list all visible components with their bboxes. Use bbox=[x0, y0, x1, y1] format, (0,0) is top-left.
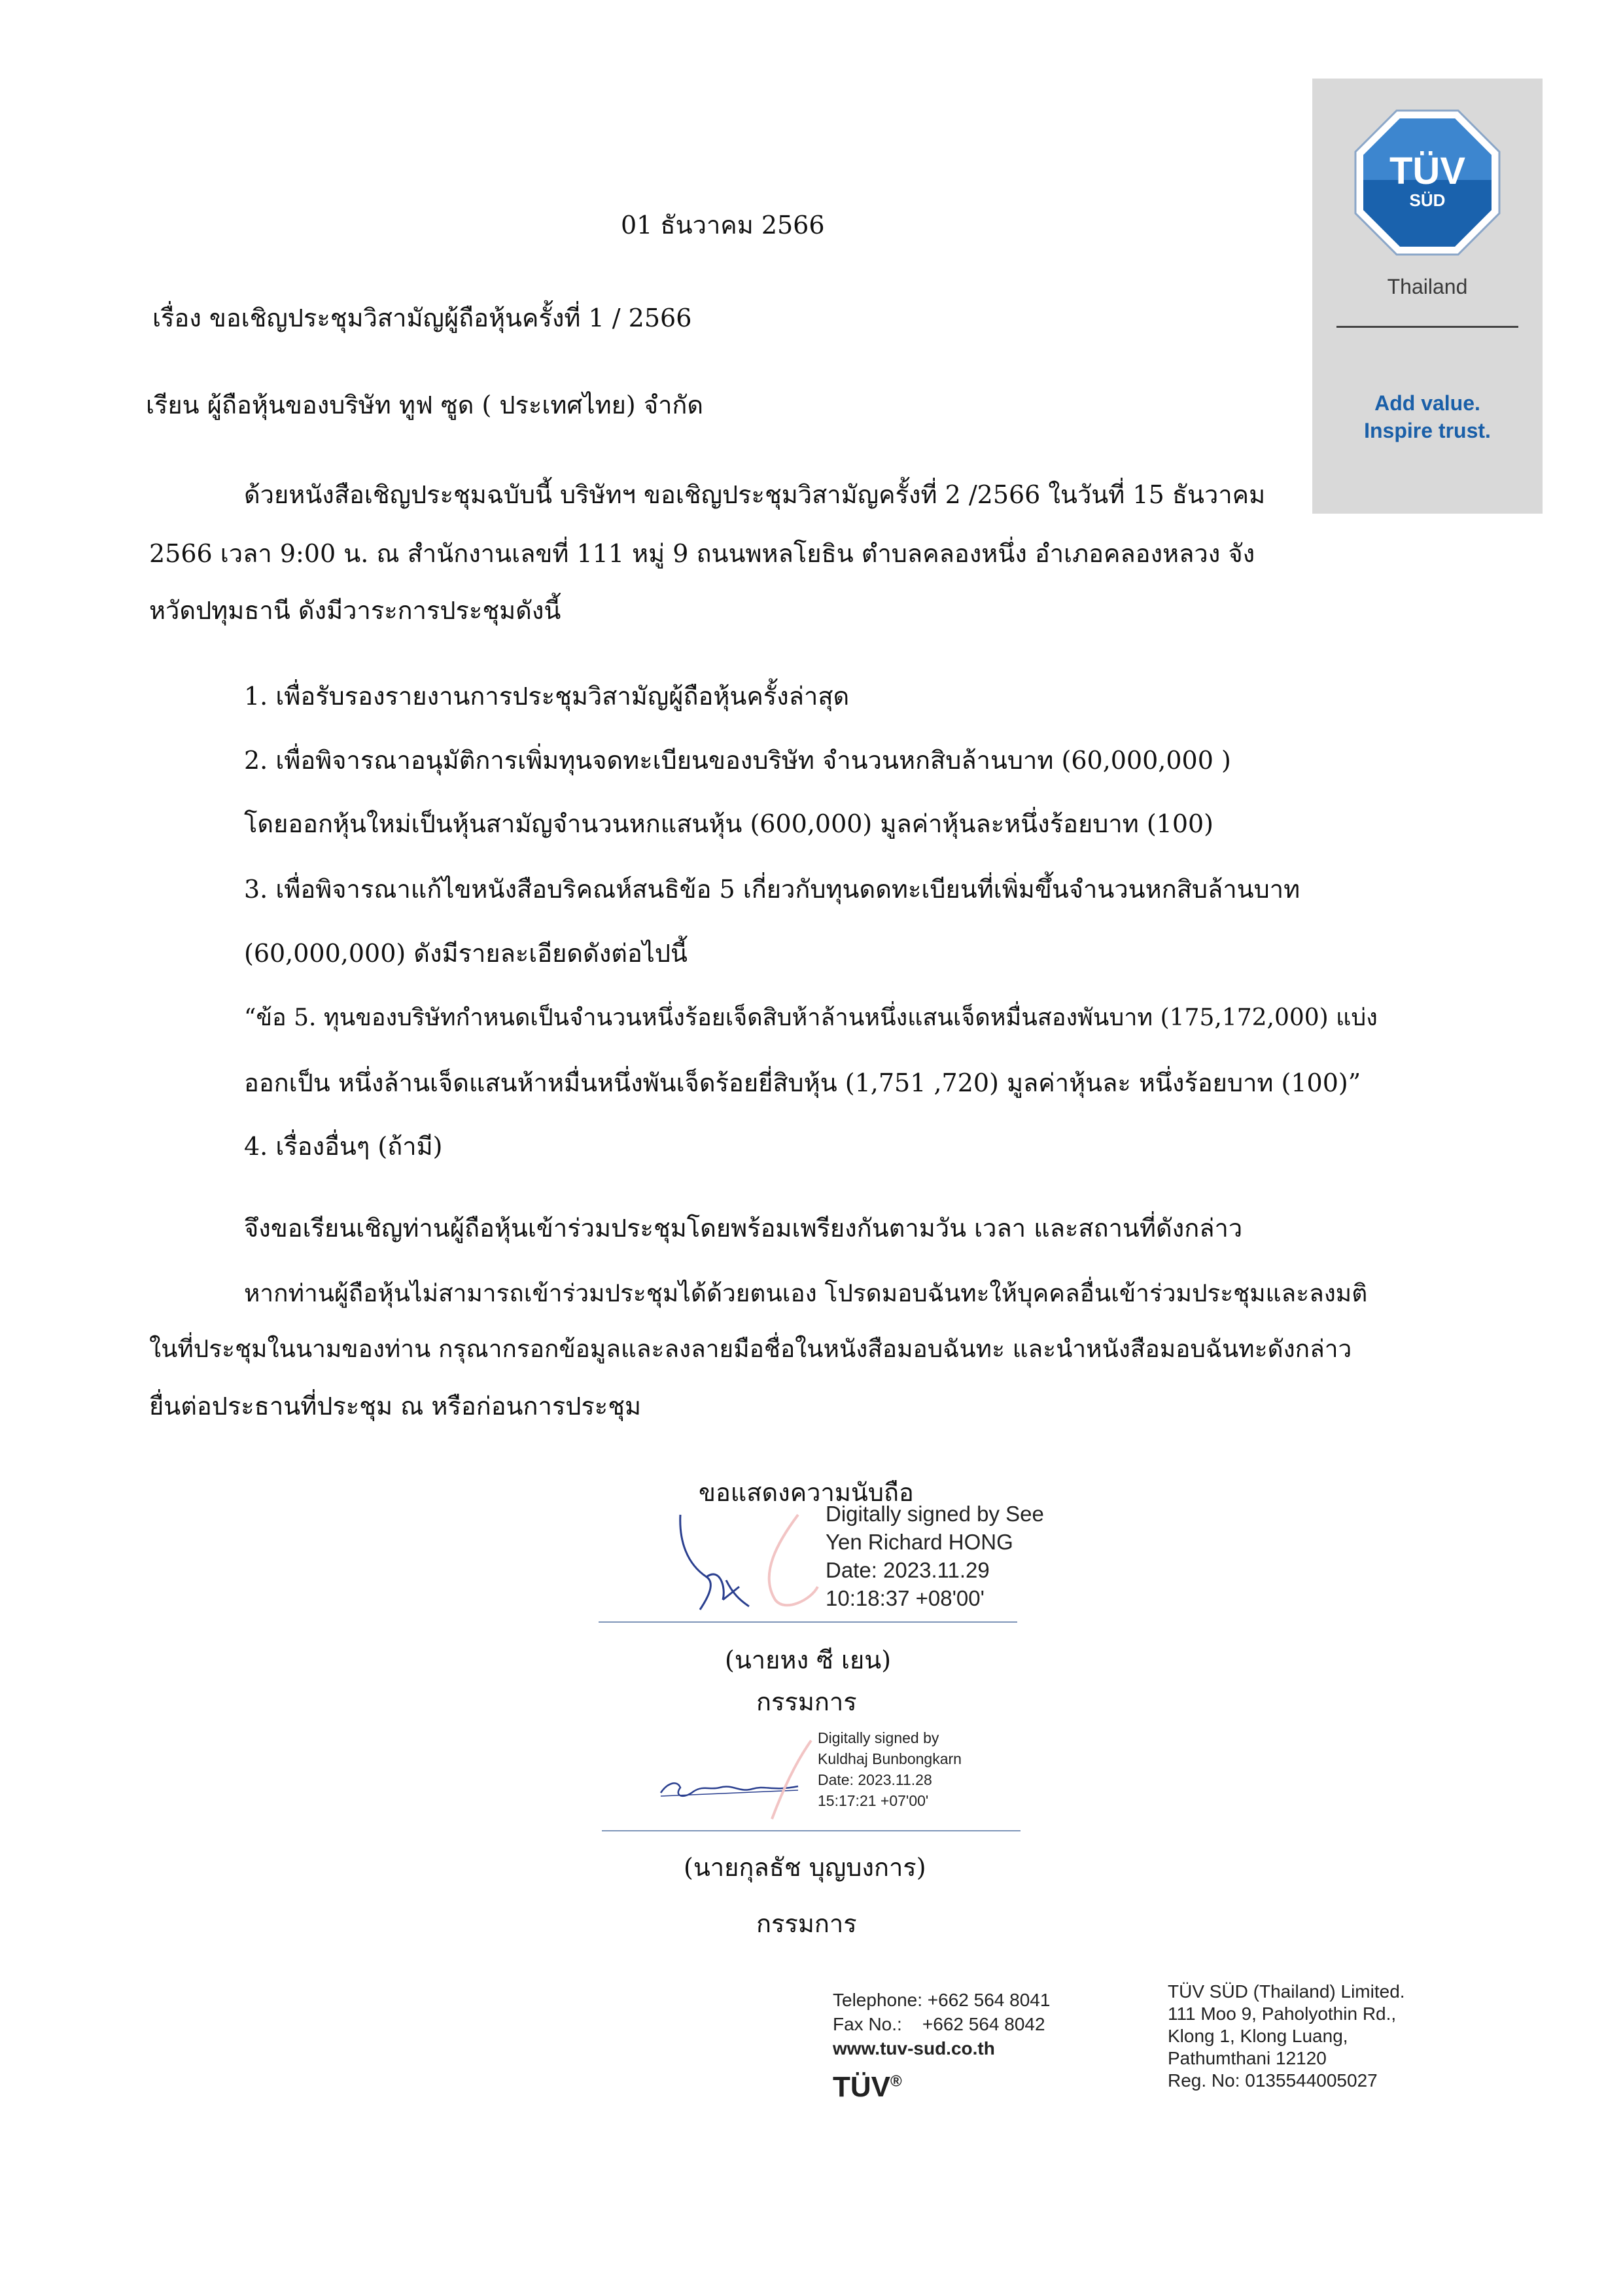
digital-signature-line: 10:18:37 +08'00' bbox=[826, 1586, 985, 1610]
signatory-title: กรรมการ bbox=[756, 1687, 857, 1716]
proxy-line: ยื่นต่อประธานที่ประชุม ณ หรือก่อนการประชุม bbox=[149, 1392, 642, 1421]
footer-telephone: Telephone: +662 564 8041 bbox=[833, 1990, 1051, 2010]
digital-signature-line: 15:17:21 +07'00' bbox=[818, 1792, 929, 1809]
footer-company-line: Klong 1, Klong Luang, bbox=[1168, 2026, 1348, 2046]
digital-signature-line: Date: 2023.11.29 bbox=[826, 1558, 990, 1582]
footer-website[interactable]: www.tuv-sud.co.th bbox=[833, 2038, 995, 2058]
agenda-line: “ข้อ 5. ทุนของบริษัทกำหนดเป็นจำนวนหนึ่งร้อยเจ็ดสิบห้าล้านหนึ่งแสนเจ็ดหมื่นสองพันบาท (175,172,000) แบ่ง bbox=[244, 1004, 1378, 1031]
agenda-line: (60,000,000) ดังมีรายละเอียดดังต่อไปนี้ bbox=[244, 939, 688, 968]
digital-signature-line: Yen Richard HONG bbox=[826, 1530, 1013, 1554]
signature-line bbox=[602, 1830, 1021, 1831]
proxy-line: หากท่านผู้ถือหุ้นไม่สามารถเข้าร่วมประชุมได้ด้วยตนเอง โปรดมอบฉันทะให้บุคคลอื่นเข้าร่วมประชุมและลงมติ bbox=[244, 1279, 1368, 1307]
agenda-line: 1. เพื่อรับรองรายงานการประชุมวิสามัญผู้ถือหุ้นครั้งล่าสุด bbox=[244, 682, 850, 711]
signature-line bbox=[599, 1621, 1017, 1623]
brand-country: Thailand bbox=[1387, 275, 1468, 298]
logo-text-bottom: SÜD bbox=[1409, 190, 1446, 210]
agenda-line: 3. เพื่อพิจารณาแก้ไขหนังสือบริคณห์สนธิข้อ 5 เกี่ยวกับทุนดดทะเบียนที่เพิ่มขึ้นจำนวนหกสิบล้านบาท bbox=[244, 875, 1300, 904]
signatory-name: (นายหง ซี เยน) bbox=[725, 1646, 892, 1674]
letter-date: 01 ธันวาคม 2566 bbox=[621, 211, 825, 239]
intro-line: ด้วยหนังสือเชิญประชุมฉบับนี้ บริษัทฯ ขอเชิญประชุมวิสามัญครั้งที่ 2 /2566 ในวันที่ 15 ธันวาคม bbox=[244, 480, 1266, 509]
registered-mark: ® bbox=[890, 2072, 902, 2091]
footer-mark-text: TÜV bbox=[833, 2071, 890, 2103]
digital-signature-line: Date: 2023.11.28 bbox=[818, 1771, 932, 1788]
brand-divider bbox=[1336, 326, 1518, 328]
handwritten-signature-2 bbox=[648, 1727, 844, 1826]
agenda-line: 4. เรื่องอื่นๆ (ถ้ามี) bbox=[244, 1132, 443, 1161]
signatory-name: (นายกุลธัช บุญบงการ) bbox=[684, 1853, 926, 1882]
agenda-line: โดยออกหุ้นใหม่เป็นหุ้นสามัญจำนวนหกแสนหุ้น (600,000) มูลค่าหุ้นละหนึ่งร้อยบาท (100) bbox=[244, 809, 1213, 838]
handwritten-signature-1 bbox=[661, 1502, 831, 1619]
digital-signature-line: Kuldhaj Bunbongkarn bbox=[818, 1750, 962, 1767]
intro-line: 2566 เวลา 9:00 น. ณ สำนักงานเลขที่ 111 หมู่ 9 ถนนพหลโยธิน ตำบลคลองหนึ่ง อำเภอคลองหลวง จัง bbox=[149, 539, 1255, 568]
logo-text-top: TÜV bbox=[1389, 150, 1465, 192]
brand-slogan-line1: Add value. bbox=[1374, 391, 1480, 415]
agenda-line: ออกเป็น หนึ่งล้านเจ็ดแสนห้าหมื่นหนึ่งพันเจ็ดร้อยยี่สิบหุ้น (1,751 ,720) มูลค่าหุ้นละ หนึ่งร้อยบาท (100)” bbox=[244, 1069, 1361, 1097]
digital-signature-line: Digitally signed by bbox=[818, 1729, 939, 1746]
footer-company-line: TÜV SÜD (Thailand) Limited. bbox=[1168, 1981, 1405, 2002]
agenda-line: 2. เพื่อพิจารณาอนุมัติการเพิ่มทุนจดทะเบียนของบริษัท จำนวนหกสิบล้านบาท (60,000,000 ) bbox=[244, 746, 1231, 775]
brand-panel bbox=[1312, 79, 1543, 514]
closing: ขอแสดงความนับถือ bbox=[699, 1478, 914, 1507]
signatory-title: กรรมการ bbox=[756, 1909, 857, 1938]
footer-company-line: Reg. No: 0135544005027 bbox=[1168, 2070, 1378, 2091]
letter-subject: เรื่อง ขอเชิญประชุมวิสามัญผู้ถือหุ้นครั้งที่ 1 / 2566 bbox=[152, 304, 692, 332]
footer-company-line: 111 Moo 9, Paholyothin Rd., bbox=[1168, 2004, 1397, 2024]
letter-salutation: เรียน ผู้ถือหุ้นของบริษัท ทูฟ ซูด ( ประเทศไทย) จำกัด bbox=[146, 391, 704, 419]
tuv-sud-logo bbox=[1353, 108, 1502, 257]
intro-line: หวัดปทุมธานี ดังมีวาระการประชุมดังนี้ bbox=[149, 596, 561, 625]
footer-company-line: Pathumthani 12120 bbox=[1168, 2048, 1327, 2068]
proxy-line: ในที่ประชุมในนามของท่าน กรุณากรอกข้อมูลและลงลายมือชื่อในหนังสือมอบฉันทะ และนำหนังสือมอบฉันทะดังกล่าว bbox=[149, 1335, 1352, 1363]
brand-slogan-line2: Inspire trust. bbox=[1364, 419, 1491, 442]
footer-fax: Fax No.: +662 564 8042 bbox=[833, 2014, 1045, 2034]
digital-signature-line: Digitally signed by See bbox=[826, 1502, 1044, 1526]
invitation-line: จึงขอเรียนเชิญท่านผู้ถือหุ้นเข้าร่วมประชุมโดยพร้อมเพรียงกันตามวัน เวลา และสถานที่ดังกล่าว bbox=[244, 1214, 1243, 1243]
footer-tuv-mark bbox=[833, 2073, 902, 2102]
